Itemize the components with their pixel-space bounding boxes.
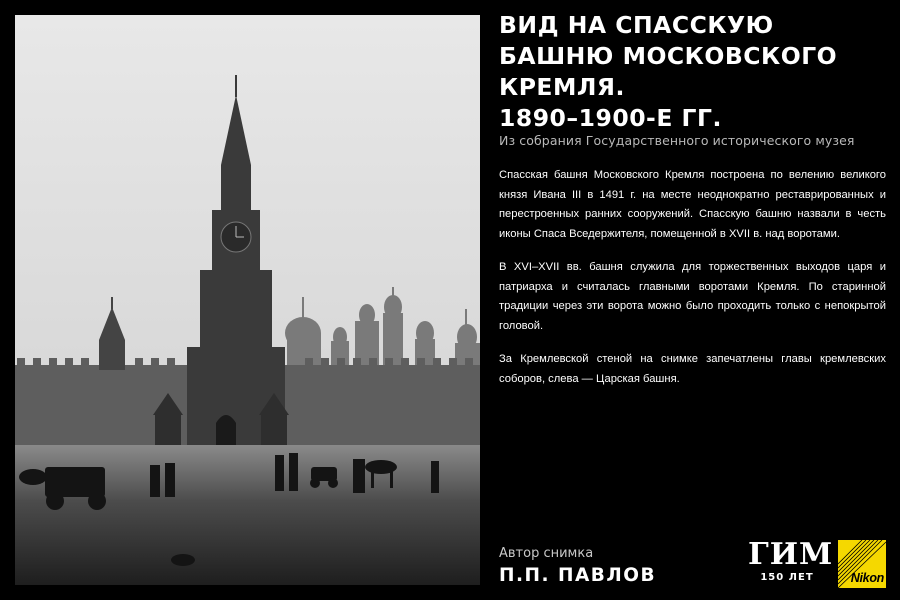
gim-logo bbox=[748, 537, 834, 588]
author-label: Автор снимка bbox=[499, 546, 594, 561]
nikon-logo bbox=[838, 540, 886, 588]
photo-illustration bbox=[15, 15, 480, 585]
description bbox=[499, 166, 886, 403]
gim-logo-mark: ГИМ bbox=[748, 537, 834, 572]
paragraph: Спасская башня Московского Кремля построена по велению великого князя Ивана III в 1491 г. на месте неоднократно реставрированных и перестроенных ранних сооружений. Спасскую башню назвали в честь иконы Спаса Вседержителя, помещенной в XVII в. над воротами. bbox=[499, 169, 886, 240]
subtitle: Из собрания Государственного исторического музея bbox=[499, 133, 855, 148]
title-line: ВИД НА СПАССКУЮ bbox=[499, 11, 774, 39]
page-title bbox=[499, 10, 889, 134]
spasskaya-tower-photo bbox=[15, 15, 480, 585]
gim-logo-caption: 150 ЛЕТ bbox=[760, 572, 814, 583]
title-line: БАШНЮ МОСКОВСКОГО bbox=[499, 42, 838, 70]
nikon-wordmark: Nikon bbox=[850, 571, 884, 585]
title-line: 1890–1900-Е ГГ. bbox=[499, 104, 722, 132]
paragraph: За Кремлевской стеной на снимке запечатлены главы кремлевских соборов, слева — Царская башня. bbox=[499, 353, 886, 385]
paragraph: В XVI–XVII вв. башня служила для торжественных выходов царя и патриарха и считалась главными воротами Кремля. По старинной традиции через эти ворота можно было проходить только с непокрытой головой. bbox=[499, 261, 886, 332]
author-name: П.П. ПАВЛОВ bbox=[499, 565, 657, 586]
title-line: КРЕМЛЯ. bbox=[499, 73, 625, 101]
